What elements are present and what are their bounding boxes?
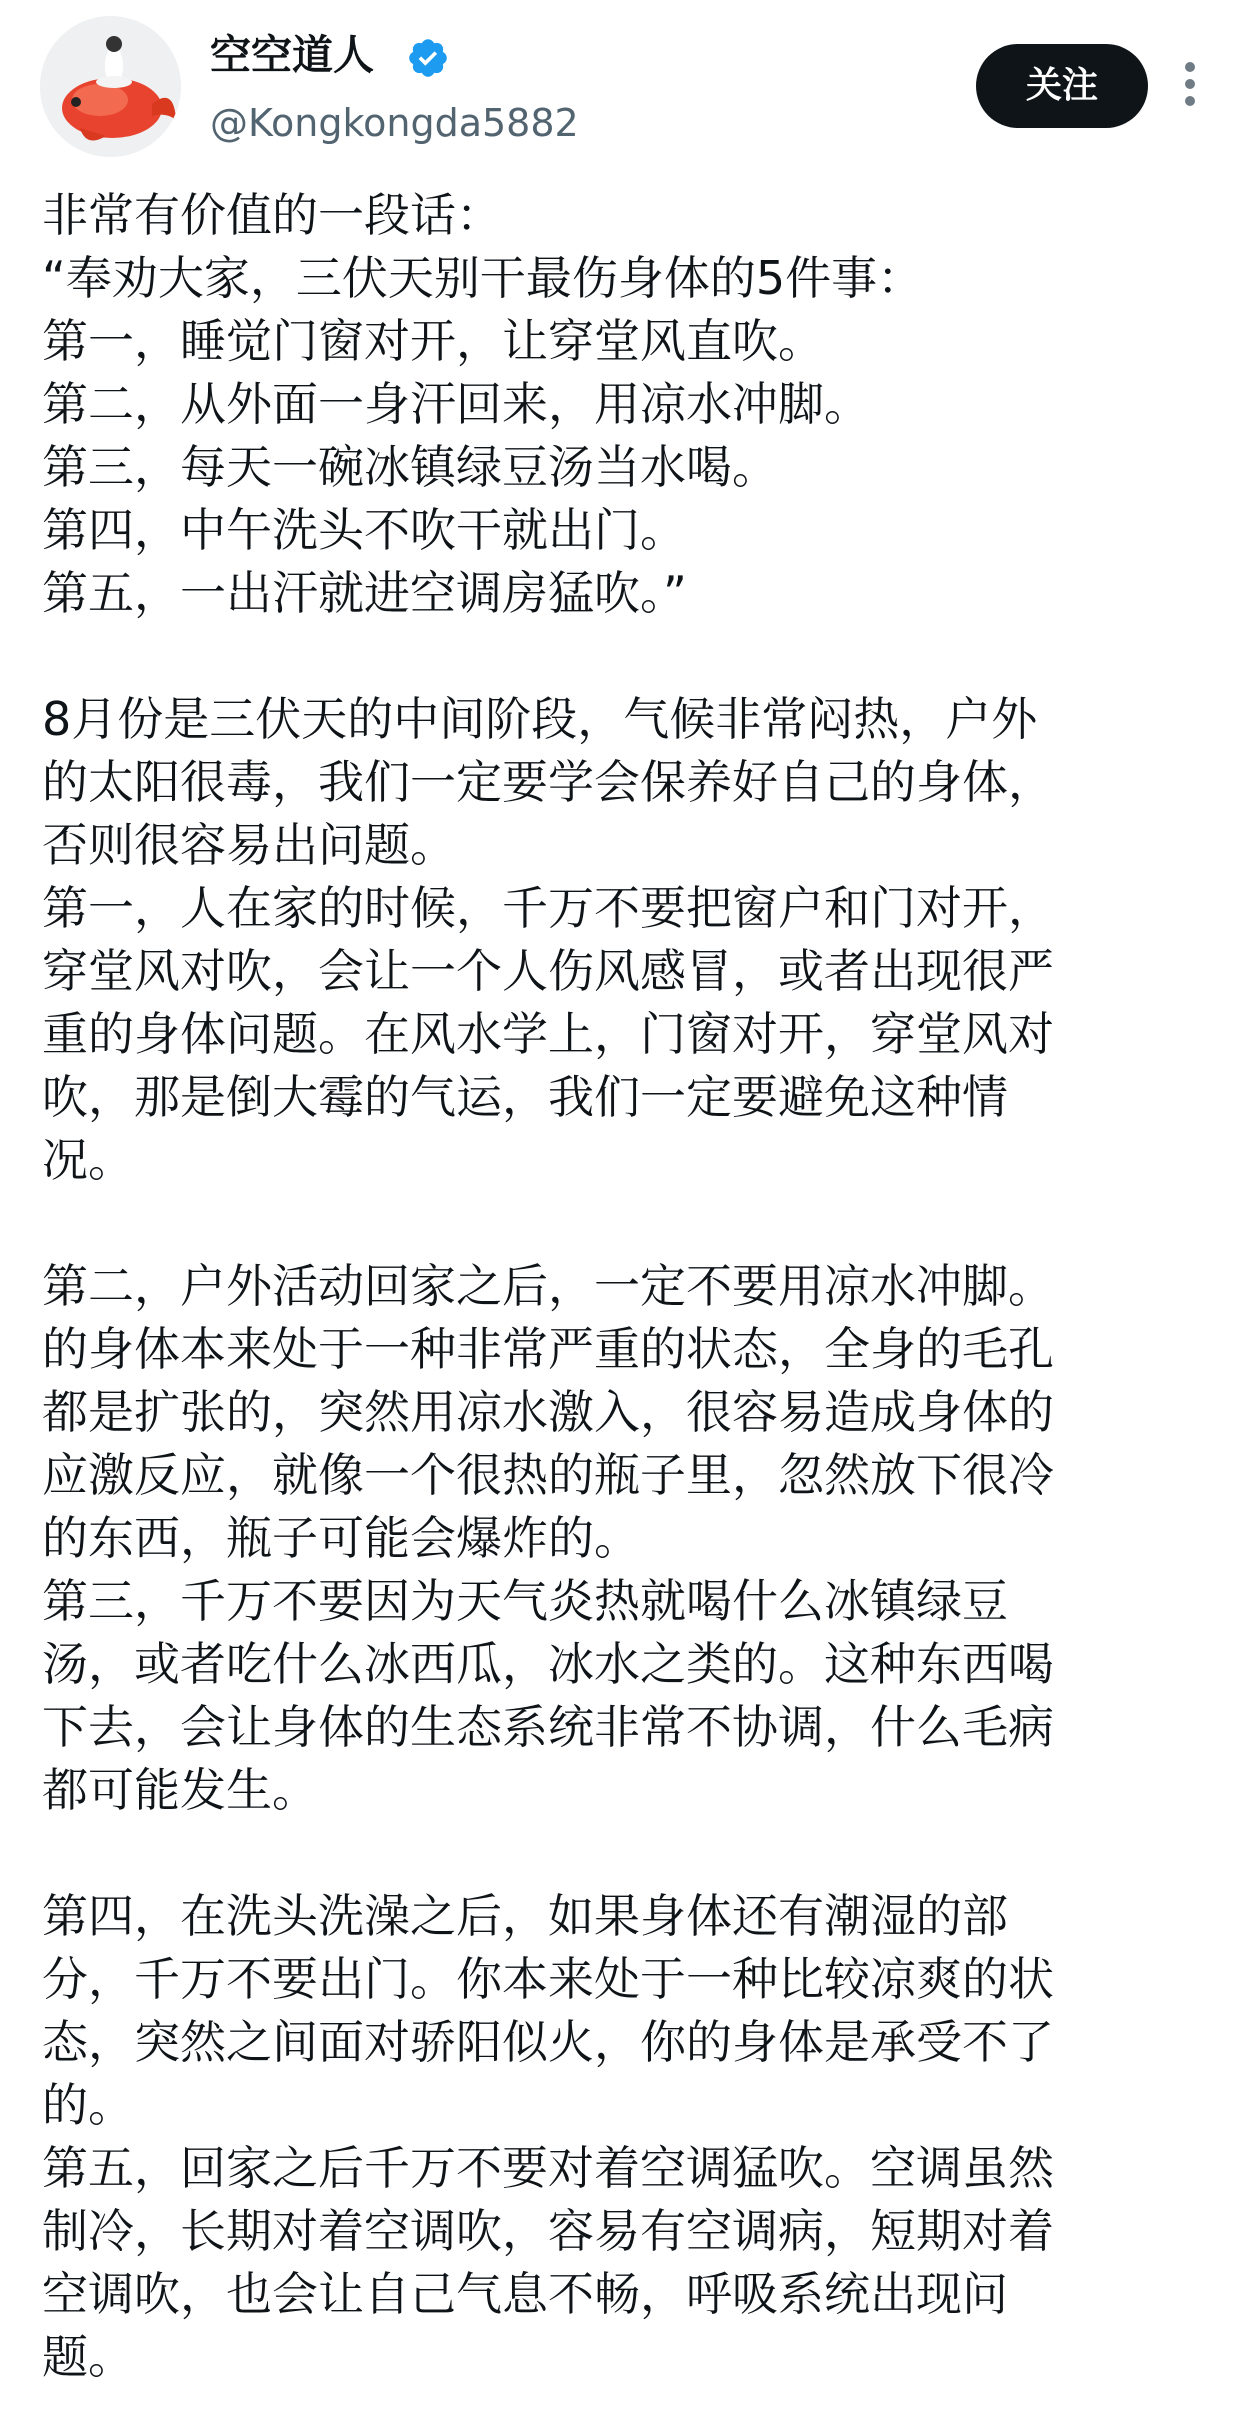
tweet-line: 第三，千万不要因为天气炎热就喝什么冰镇绿豆 xyxy=(42,1574,1008,1628)
tweet-line: 汤，或者吃什么冰西瓜，冰水之类的。这种东西喝 xyxy=(42,1637,1054,1691)
tweet-line: 第二，从外面一身汗回来，用凉水冲脚。 xyxy=(42,377,870,431)
tweet-line: 吹，那是倒大霉的气运，我们一定要避免这种情 xyxy=(42,1070,1008,1124)
tweet-line xyxy=(42,625,1242,688)
tweet-line: 重的身体问题。在风水学上，门窗对开，穿堂风对 xyxy=(42,1007,1054,1061)
tweet-line: 的身体本来处于一种非常严重的状态，全身的毛孔 xyxy=(42,1322,1054,1376)
tweet-line: 第五，回家之后千万不要对着空调猛吹。空调虽然 xyxy=(42,2141,1054,2195)
tweet-header xyxy=(0,0,1260,170)
tweet-line: 第二，户外活动回家之后，一定不要用凉水冲脚。 xyxy=(42,1259,1054,1313)
tweet-line: 第一，人在家的时候，千万不要把窗户和门对开， xyxy=(42,881,1054,935)
verified-badge-icon xyxy=(406,36,450,80)
tweet-line: 况。 xyxy=(42,1133,134,1187)
display-name[interactable]: 空空道人 xyxy=(210,31,374,79)
tweet-line xyxy=(42,1192,1242,1255)
tweet-line: 第三，每天一碗冰镇绿豆汤当水喝。 xyxy=(42,440,778,494)
tweet-line: 8月份是三伏天的中间阶段，气候非常闷热，户外 xyxy=(42,692,1038,746)
tweet-line: 第四，中午洗头不吹干就出门。 xyxy=(42,503,686,557)
tweet-line: 制冷，长期对着空调吹，容易有空调病，短期对着 xyxy=(42,2204,1054,2258)
tweet-line: 的。 xyxy=(42,2078,134,2132)
koi-fish-avatar-icon xyxy=(40,16,181,157)
tweet-line: 穿堂风对吹，会让一个人伤风感冒，或者出现很严 xyxy=(42,944,1054,998)
tweet-line: 非常有价值的一段话： xyxy=(42,188,502,242)
more-dot xyxy=(1185,62,1195,72)
user-handle[interactable]: @Kongkongda5882 xyxy=(210,101,579,145)
tweet-line: “奉劝大家，三伏天别干最伤身体的5件事： xyxy=(42,251,924,305)
more-dot xyxy=(1185,96,1195,106)
tweet-line: 态，突然之间面对骄阳似火，你的身体是承受不了 xyxy=(42,2015,1054,2069)
tweet-line: 题。 xyxy=(42,2330,134,2384)
tweet-line: 第五，一出汗就进空调房猛吹。” xyxy=(42,566,687,620)
tweet-line: 空调吹，也会让自己气息不畅，呼吸系统出现问 xyxy=(42,2267,1008,2321)
avatar[interactable] xyxy=(40,16,181,157)
more-dot xyxy=(1185,79,1195,89)
tweet-text xyxy=(42,184,1242,2389)
tweet-line: 分，千万不要出门。你本来处于一种比较凉爽的状 xyxy=(42,1952,1054,2006)
tweet-line: 第一，睡觉门窗对开，让穿堂风直吹。 xyxy=(42,314,824,368)
tweet-line: 第四，在洗头洗澡之后，如果身体还有潮湿的部 xyxy=(42,1889,1008,1943)
tweet-line: 都可能发生。 xyxy=(42,1763,318,1817)
more-vertical-icon[interactable] xyxy=(1170,58,1210,118)
follow-button[interactable]: 关注 xyxy=(976,44,1148,128)
tweet-line: 的太阳很毒，我们一定要学会保养好自己的身体， xyxy=(42,755,1054,809)
tweet-line: 的东西，瓶子可能会爆炸的。 xyxy=(42,1511,640,1565)
tweet-line: 下去，会让身体的生态系统非常不协调，什么毛病 xyxy=(42,1700,1054,1754)
tweet-line: 否则很容易出问题。 xyxy=(42,818,456,872)
tweet-line: 都是扩张的，突然用凉水激入，很容易造成身体的 xyxy=(42,1385,1054,1439)
tweet-line xyxy=(42,1822,1242,1885)
tweet-line: 应激反应，就像一个很热的瓶子里，忽然放下很冷 xyxy=(42,1448,1054,1502)
